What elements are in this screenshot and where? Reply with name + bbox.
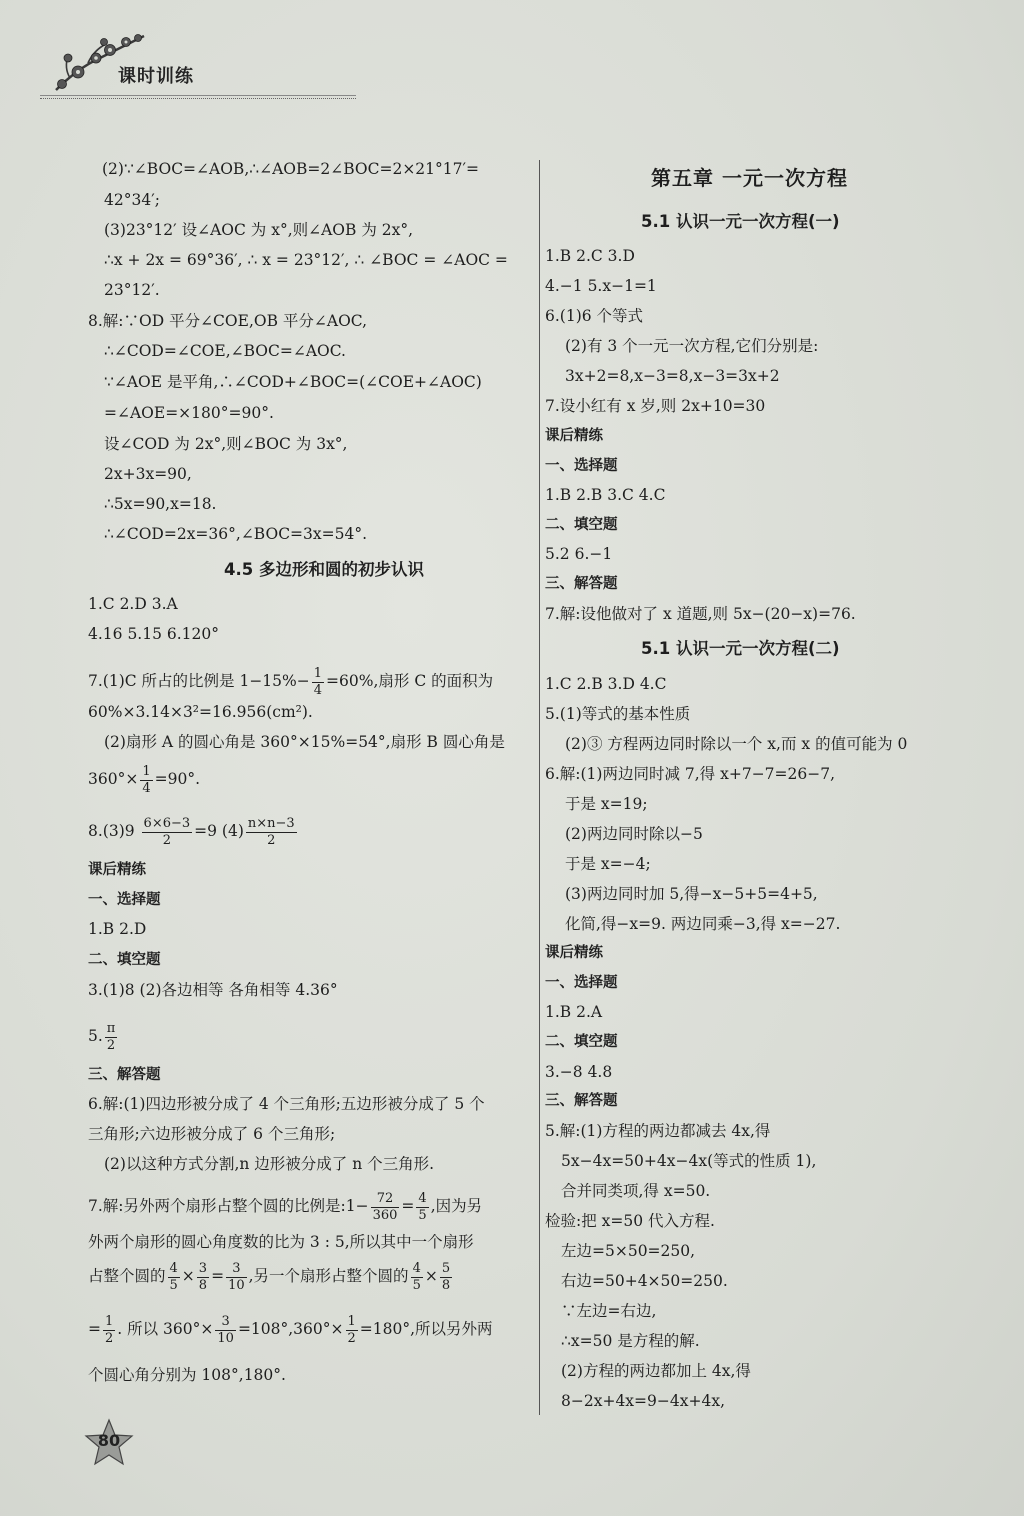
- fraction: [226, 1261, 247, 1294]
- numerator: 1: [142, 763, 151, 779]
- denominator: 2: [267, 832, 276, 848]
- text-line: (2)以这种方式分割,n 边形被分成了 n 个三角形.: [104, 1155, 435, 1173]
- text-line: ∵左边=右边,: [561, 1302, 657, 1320]
- denominator: 5: [412, 1277, 421, 1293]
- text-line: [88, 663, 493, 699]
- text-line: [88, 813, 299, 849]
- text-line: 4.−1 5.x−1=1: [545, 277, 657, 295]
- text-line: 60%×3.14×3²=16.956(cm²).: [88, 703, 313, 721]
- fraction: [103, 1314, 115, 1347]
- text-segment: 占整个圆的: [88, 1267, 166, 1285]
- text-line: 1.B 2.A: [545, 1003, 603, 1021]
- header-title: 课时训练: [118, 66, 194, 87]
- denominator: 8: [198, 1277, 208, 1293]
- fraction: [440, 1261, 452, 1294]
- text-line: 左边=5×50=250,: [561, 1242, 696, 1260]
- text-line: (2)∵∠BOC=∠AOB,∴∠AOB=2∠BOC=2×21°17′=: [102, 160, 480, 178]
- fraction: [140, 764, 152, 797]
- fraction: [312, 666, 324, 699]
- text-line: 化简,得−x=9. 两边同乘−3,得 x=−27.: [565, 915, 841, 933]
- text-line: 5.解:(1)方程的两边都减去 4x,得: [545, 1122, 771, 1140]
- text-segment: 5.: [88, 1027, 103, 1045]
- page-header: [48, 28, 360, 100]
- numerator: 4: [169, 1260, 178, 1276]
- denominator: 2: [347, 1330, 356, 1346]
- denominator: 2: [162, 832, 171, 848]
- text-line: 42°34′;: [104, 191, 160, 209]
- text-line: 7.设小红有 x 岁,则 2x+10=30: [545, 397, 766, 415]
- text-line: (2)扇形 A 的圆心角是 360°×15%=54°,扇形 B 圆心角是: [104, 733, 505, 751]
- subsection-heading: 三、解答题: [545, 576, 618, 592]
- fraction: [346, 1314, 358, 1347]
- text-line: (3)23°12′ 设∠AOC 为 x°,则∠AOB 为 2x°,: [104, 221, 414, 239]
- text-line: 1.B 2.D: [88, 920, 147, 938]
- text-line: ∴x + 2x = 69°36′, ∴ x = 23°12′, ∴ ∠BOC = ∠AOC =: [104, 251, 508, 269]
- text-line: (2)③ 方程两边同时除以一个 x,而 x 的值可能为 0: [565, 735, 908, 753]
- text-line: 三角形;六边形被分成了 6 个三角形;: [88, 1125, 336, 1143]
- page-number: 80: [97, 1431, 121, 1450]
- text-line: (2)有 3 个一元一次方程,它们分别是:: [565, 337, 819, 355]
- text-segment: 8.(3)9: [88, 822, 140, 840]
- text-line: 7.解:设他做对了 x 道题,则 5x−(20−x)=76.: [545, 605, 856, 623]
- text-line: 5.(1)等式的基本性质: [545, 705, 691, 723]
- text-line: 于是 x=−4;: [565, 855, 651, 873]
- text-line: 5x−4x=50+4x−4x(等式的性质 1),: [561, 1152, 817, 1170]
- denominator: 2: [105, 1330, 114, 1346]
- text-line: 6.解:(1)四边形被分成了 4 个三角形;五边形被分成了 5 个: [88, 1095, 485, 1113]
- text-line: 外两个扇形的圆心角度数的比为 3 : 5,所以其中一个扇形: [88, 1233, 474, 1251]
- text-segment: =108°,360°×: [237, 1320, 344, 1338]
- text-line: 3x+2=8,x−3=8,x−3=3x+2: [565, 367, 780, 385]
- chapter-title: 第五章 一元一次方程: [651, 166, 848, 190]
- text-segment: ,另一个扇形占整个圆的: [248, 1267, 409, 1285]
- denominator: 2: [106, 1037, 116, 1053]
- fraction: [411, 1261, 423, 1294]
- numerator: 1: [313, 665, 323, 681]
- denominator: 8: [441, 1277, 451, 1293]
- column-divider: [539, 160, 540, 1415]
- text-line: 2x+3x=90,: [104, 465, 192, 483]
- text-line: 8.解:∵OD 平分∠COE,OB 平分∠AOC,: [88, 312, 368, 330]
- numerator: 4: [412, 1260, 421, 1276]
- denominator: 4: [142, 780, 151, 796]
- fraction: [168, 1261, 180, 1294]
- text-line: 1.C 2.D 3.A: [88, 595, 178, 613]
- subsection-heading: 课后精练: [545, 428, 603, 444]
- numerator: n×n−3: [247, 815, 295, 831]
- text-line: ∴∠COD=2x=36°,∠BOC=3x=54°.: [104, 525, 368, 543]
- denominator: 360: [372, 1207, 398, 1223]
- text-segment: =: [401, 1197, 415, 1215]
- denominator: 4: [313, 682, 323, 698]
- subsection-heading: 课后精练: [545, 945, 603, 961]
- subsection-heading: 三、解答题: [545, 1093, 618, 1109]
- text-line: [88, 1258, 454, 1294]
- denominator: 10: [228, 1277, 245, 1293]
- text-segment: =180°,所以另外两: [359, 1320, 493, 1338]
- section-title: 5.1 认识一元一次方程(一): [641, 212, 840, 231]
- numerator: 6×6−3: [143, 815, 191, 831]
- text-segment: =: [88, 1320, 101, 1338]
- text-line: 3.−8 4.8: [545, 1063, 613, 1081]
- text-segment: =: [211, 1267, 225, 1285]
- text-line: 设∠COD 为 2x°,则∠BOC 为 3x°,: [104, 435, 348, 453]
- subsection-heading: 二、填空题: [545, 517, 618, 533]
- text-segment: ,因为另: [430, 1197, 483, 1215]
- header-divider: [40, 95, 356, 96]
- subsection-heading: 一、选择题: [88, 892, 161, 908]
- subsection-heading: 二、填空题: [545, 1034, 618, 1050]
- page-number-badge: [84, 1418, 134, 1466]
- text-segment: 7.解:另外两个扇形占整个圆的比例是:1−: [88, 1197, 369, 1215]
- fraction: [371, 1191, 400, 1224]
- numerator: 3: [215, 1314, 236, 1331]
- text-line: ∴x=50 是方程的解.: [561, 1332, 700, 1350]
- text-line: (3)两边同时加 5,得−x−5+5=4+5,: [565, 885, 818, 903]
- numerator: 1: [347, 1313, 356, 1329]
- text-line: 6.(1)6 个等式: [545, 307, 644, 325]
- denominator: 10: [217, 1330, 234, 1346]
- text-line: 3.(1)8 (2)各边相等 各角相等 4.36°: [88, 981, 338, 999]
- text-line: ∴5x=90,x=18.: [104, 495, 217, 513]
- text-line: 6.解:(1)两边同时减 7,得 x+7−7=26−7,: [545, 765, 836, 783]
- text-line: 1.B 2.B 3.C 4.C: [545, 486, 666, 504]
- numerator: 1: [105, 1313, 114, 1329]
- text-segment: =9 (4): [194, 822, 244, 840]
- text-line: 1.C 2.B 3.D 4.C: [545, 675, 667, 693]
- subsection-heading: 二、填空题: [88, 952, 161, 968]
- fraction: [142, 816, 193, 849]
- section-title: 5.1 认识一元一次方程(二): [641, 639, 840, 658]
- subsection-heading: 一、选择题: [545, 975, 618, 991]
- text-line: 4.16 5.15 6.120°: [88, 625, 220, 643]
- text-line: [88, 761, 200, 797]
- header-dotted-divider: [40, 98, 356, 99]
- subsection-heading: 三、解答题: [88, 1067, 161, 1083]
- numerator: 4: [418, 1190, 427, 1206]
- text-segment: ×: [181, 1267, 195, 1285]
- text-line: [88, 1188, 482, 1224]
- subsection-heading: 课后精练: [88, 862, 146, 878]
- fraction: [246, 816, 297, 849]
- text-line: 23°12′.: [104, 281, 160, 299]
- text-segment: =90°.: [154, 770, 200, 788]
- fraction: [416, 1191, 428, 1224]
- fraction: [105, 1021, 118, 1054]
- text-line: 合并同类项,得 x=50.: [561, 1182, 711, 1200]
- subsection-heading: 一、选择题: [545, 458, 618, 474]
- text-line: [88, 1018, 119, 1054]
- text-line: 于是 x=19;: [565, 795, 648, 813]
- text-segment: ×: [424, 1267, 438, 1285]
- text-line: ∴∠COD=∠COE,∠BOC=∠AOC.: [104, 342, 346, 360]
- numerator: 3: [226, 1261, 247, 1278]
- text-line: 右边=50+4×50=250.: [561, 1272, 728, 1290]
- text-line: 检验:把 x=50 代入方程.: [545, 1212, 715, 1230]
- text-segment: 7.(1)C 所占的比例是 1−15%−: [88, 672, 310, 690]
- text-line: 8−2x+4x=9−4x+4x,: [561, 1392, 725, 1410]
- numerator: 3: [198, 1260, 208, 1276]
- numerator: 72: [371, 1191, 400, 1208]
- numerator: π: [106, 1020, 116, 1036]
- text-line: (2)两边同时除以−5: [565, 825, 703, 843]
- text-segment: . 所以 360°×: [117, 1320, 214, 1338]
- denominator: 5: [169, 1277, 178, 1293]
- fraction: [197, 1261, 209, 1294]
- text-line: ∵∠AOE 是平角,∴∠COD+∠BOC=(∠COE+∠AOC): [104, 373, 482, 391]
- text-line: [88, 1311, 493, 1347]
- text-line: 个圆心角分别为 108°,180°.: [88, 1366, 286, 1384]
- text-segment: =60%,扇形 C 的面积为: [326, 672, 494, 690]
- text-line: =∠AOE=×180°=90°.: [104, 404, 274, 422]
- text-line: 1.B 2.C 3.D: [545, 247, 635, 265]
- fraction: [215, 1314, 236, 1347]
- denominator: 5: [418, 1207, 427, 1223]
- text-line: (2)方程的两边都加上 4x,得: [561, 1362, 751, 1380]
- text-line: 5.2 6.−1: [545, 545, 613, 563]
- numerator: 5: [441, 1260, 451, 1276]
- text-segment: 360°×: [88, 770, 139, 788]
- section-title: 4.5 多边形和圆的初步认识: [224, 560, 424, 579]
